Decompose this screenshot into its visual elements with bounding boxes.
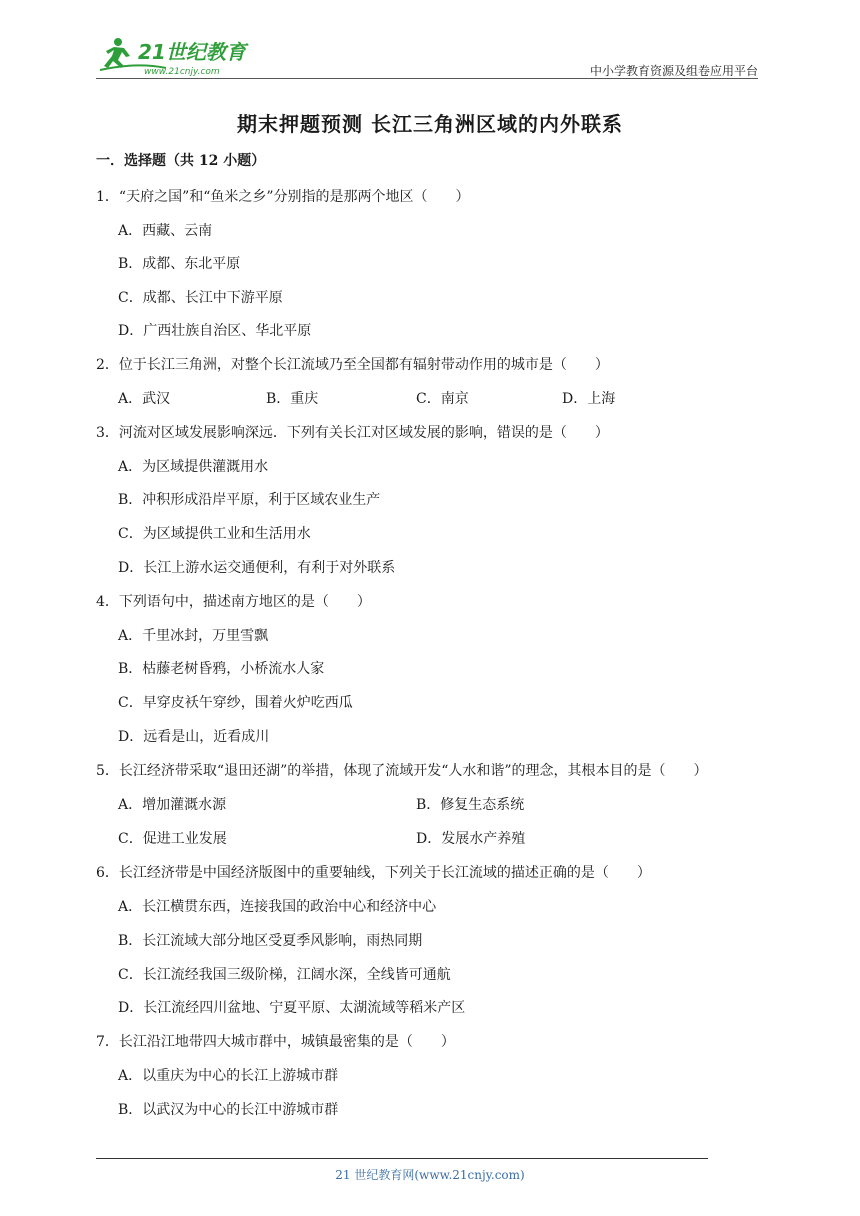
q7-option-a: A．以重庆为中心的长江上游城市群 [118, 1068, 339, 1084]
q3-option-a: A．为区域提供灌溉用水 [118, 459, 269, 475]
q5-option-c: C．促进工业发展 [118, 831, 227, 847]
q1-option-c: C．成都、长江中下游平原 [118, 290, 283, 306]
q2-option-a: A．武汉 [118, 391, 171, 407]
question-3: 3．河流对区域发展影响深远．下列有关长江对区域发展的影响，错误的是（ ） [96, 425, 609, 441]
question-4: 4．下列语句中，描述南方地区的是（ ） [96, 594, 371, 610]
q3-option-d: D．长江上游水运交通便利，有利于对外联系 [118, 560, 396, 576]
footer-divider [96, 1158, 708, 1159]
svg-text:21世纪教育: 21世纪教育 [138, 40, 246, 64]
runner-logo-icon [96, 34, 266, 78]
q7-option-b: B．以武汉为中心的长江中游城市群 [118, 1102, 339, 1118]
q6-option-d: D．长江流经四川盆地、宁夏平原、太湖流域等稻米产区 [118, 1000, 466, 1016]
question-2: 2．位于长江三角洲，对整个长江流域乃至全国都有辐射带动作用的城市是（ ） [96, 357, 609, 373]
q4-option-b: B．枯藤老树昏鸦，小桥流水人家 [118, 661, 325, 677]
page-header [96, 30, 758, 80]
question-6: 6．长江经济带是中国经济版图中的重要轴线，下列关于长江流域的描述正确的是（ ） [96, 865, 651, 881]
q6-option-b: B．长江流域大部分地区受夏季风影响，雨热同期 [118, 933, 423, 949]
q2-option-d: D．上海 [562, 391, 616, 407]
question-1: 1．“天府之国”和“鱼米之乡”分别指的是那两个地区（ ） [96, 189, 470, 205]
platform-name: 中小学教育资源及组卷应用平台 [589, 64, 758, 78]
question-5: 5．长江经济带采取“退田还湖”的举措，体现了流域开发“人水和谐”的理念，其根本目的是（ ） [96, 763, 708, 779]
footer-link[interactable]: 21 世纪教育网(www.21cnjy.com) [335, 1168, 525, 1182]
svg-text:www.21cnjy.com: www.21cnjy.com [144, 67, 220, 77]
page-title: 期末押题预测 长江三角洲区域的内外联系 [237, 112, 623, 136]
q1-option-d: D．广西壮族自治区、华北平原 [118, 323, 312, 339]
q5-option-a: A．增加灌溉水源 [118, 797, 227, 813]
q1-option-b: B．成都、东北平原 [118, 256, 241, 272]
q2-option-b: B．重庆 [266, 391, 319, 407]
q5-option-d: D．发展水产养殖 [416, 831, 526, 847]
section-heading: 一．选择题（共 12 小题） [96, 153, 266, 169]
header-divider [96, 78, 758, 79]
q3-option-c: C．为区域提供工业和生活用水 [118, 526, 311, 542]
q6-option-c: C．长江流经我国三级阶梯，江阔水深，全线皆可通航 [118, 967, 451, 983]
q4-option-a: A．千里冰封，万里雪飘 [118, 628, 269, 644]
q2-option-c: C．南京 [416, 391, 469, 407]
q6-option-a: A．长江横贯东西，连接我国的政治中心和经济中心 [118, 899, 437, 915]
q3-option-b: B．冲积形成沿岸平原，利于区域农业生产 [118, 492, 381, 508]
q5-option-b: B．修复生态系统 [416, 797, 525, 813]
logo [96, 34, 266, 78]
q1-option-a: A．西藏、云南 [118, 223, 213, 239]
q4-option-c: C．早穿皮袄午穿纱，围着火炉吃西瓜 [118, 695, 353, 711]
question-7: 7．长江沿江地带四大城市群中，城镇最密集的是（ ） [96, 1034, 455, 1050]
q4-option-d: D．远看是山，近看成川 [118, 729, 270, 745]
